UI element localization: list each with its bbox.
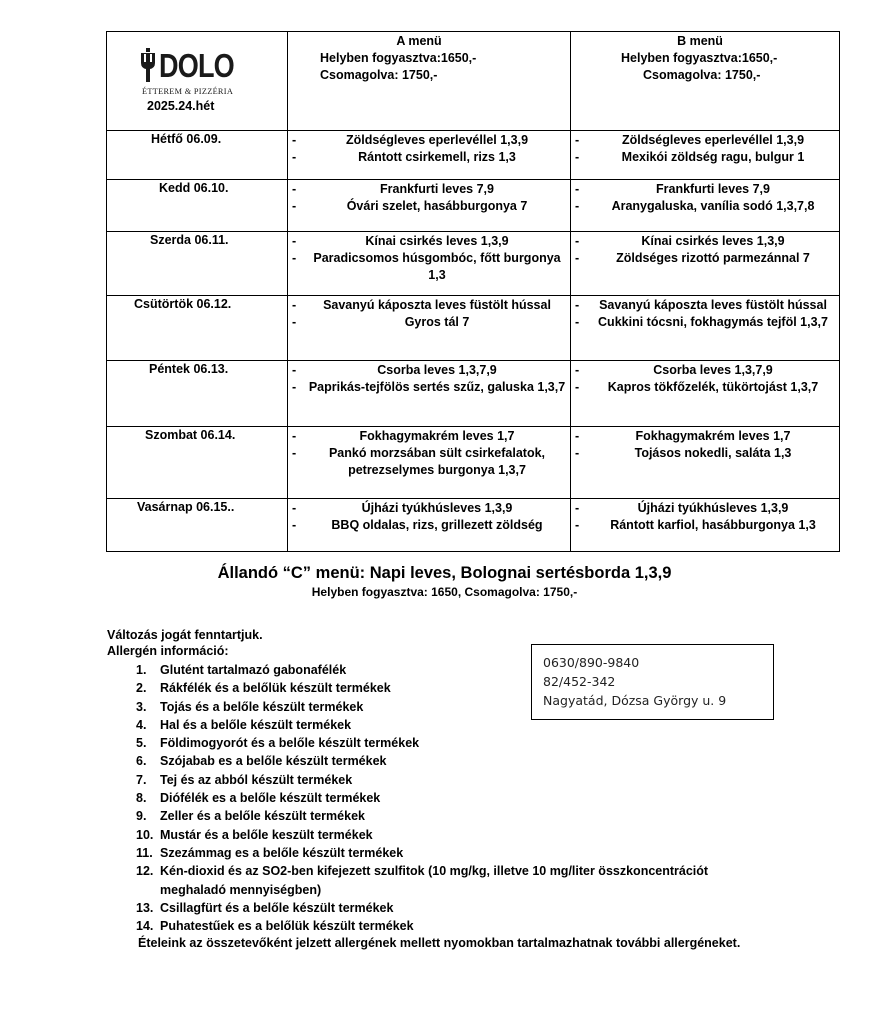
dish-item: [575, 198, 835, 215]
allergen-number: 13.: [136, 900, 154, 915]
phone-landline: 82/452-342: [543, 674, 616, 689]
bullet-dash: -: [292, 150, 297, 164]
dish-item: [292, 297, 566, 314]
day-row: [107, 180, 840, 232]
allergen-number: 10.: [136, 827, 154, 842]
logo-cell: [107, 32, 288, 131]
bullet-dash: -: [292, 429, 297, 443]
dish-item: [575, 428, 835, 445]
dish-name: Csorba leves 1,3,7,9: [377, 363, 497, 377]
dish-name: Kapros tökfőzelék, tükörtojást 1,3,7: [607, 380, 819, 394]
allergen-number: 3.: [136, 699, 147, 714]
dish-item: [292, 500, 566, 517]
allergen-label: Zeller és a belőle készült termékek: [160, 809, 365, 824]
notes-block: [107, 627, 263, 659]
allergen-number: 14.: [136, 919, 154, 934]
bullet-dash: -: [292, 446, 297, 460]
dish-name: Kínai csirkés leves 1,3,9: [365, 234, 509, 248]
dish-name: Újházi tyúkhúsleves 1,3,9: [637, 501, 789, 515]
allergen-item: [136, 917, 776, 935]
dish-item: [292, 362, 566, 379]
dish-item: [575, 233, 835, 250]
dish-item: [292, 314, 566, 331]
dish-name: Frankfurti leves 7,9: [656, 182, 770, 196]
dish-name: Zöldségleves eperlevéllel 1,3,9: [345, 133, 529, 147]
allergen-label: Hal és a belőle készült termékek: [160, 717, 352, 732]
menu-a-cell: [288, 296, 571, 361]
allergen-label: Glutént tartalmazó gabonafélék: [160, 663, 347, 677]
dish-item: [575, 181, 835, 198]
dish-item: [292, 517, 566, 534]
allergen-item: [136, 844, 776, 862]
restaurant-logo: [139, 46, 239, 96]
bullet-dash: -: [575, 446, 580, 460]
day-label-cell: [107, 131, 288, 180]
menu-b-takeaway-price: Csomagolva: 1750,-: [643, 68, 761, 82]
menu-a-cell: [288, 361, 571, 427]
menu-b-cell: [571, 427, 840, 499]
dish-name: Aranygaluska, vanília sodó 1,3,7,8: [611, 199, 815, 213]
allergen-label: Puhatestűek es a belőlük készült termékek: [160, 919, 414, 934]
allergen-label: Tej és az abból készült termékek: [160, 772, 353, 787]
allergen-number: 11.: [136, 845, 153, 860]
bullet-dash: -: [575, 315, 580, 329]
dish-item: [292, 428, 566, 445]
dish-item: [292, 181, 566, 198]
menu-b-cell: [571, 296, 840, 361]
dish-item: [575, 250, 835, 267]
dish-item: [575, 445, 835, 462]
bullet-dash: -: [575, 501, 580, 515]
dish-name: Pankó morzsában sült csirkefalatok, petrezselymes burgonya 1,3,7: [328, 446, 546, 477]
dish-name: Csorba leves 1,3,7,9: [653, 363, 773, 377]
dish-name: Óvári szelet, hasábburgonya 7: [346, 199, 528, 213]
menu-a-cell: [288, 427, 571, 499]
menu-b-cell: [571, 180, 840, 232]
dish-item: [292, 198, 566, 215]
allergen-item: [136, 734, 776, 752]
dish-name: Kínai csirkés leves 1,3,9: [641, 234, 785, 248]
allergen-label: Szezámmag es a belőle készült termékek: [160, 845, 404, 860]
menu-a-cell: [288, 499, 571, 552]
bullet-dash: -: [575, 298, 580, 312]
allergen-label: Szójabab es a belőle készült termékek: [160, 754, 387, 769]
dish-item: [575, 517, 835, 534]
day-label: Szerda 06.11.: [150, 233, 229, 247]
dish-item: [292, 250, 566, 284]
allergen-item: [136, 826, 776, 844]
dish-item: [575, 500, 835, 517]
allergen-item: [136, 899, 776, 917]
dish-name: Rántott karfiol, hasábburgonya 1,3: [610, 518, 816, 532]
dish-item: [575, 362, 835, 379]
bullet-dash: -: [292, 234, 297, 248]
bullet-dash: -: [292, 380, 297, 394]
day-label-cell: [107, 499, 288, 552]
menu-b-cell: [571, 361, 840, 427]
allergen-item: [136, 771, 776, 789]
allergen-label: Kén-dioxid és az SO2-ben kifejezett szulfitok (10 mg/kg, illetve 10 mg/liter összkoncentrációt meghaladó mennyiségben): [160, 864, 709, 897]
menu-b-title: B menü: [677, 34, 723, 48]
logo-subtitle: ÉTTEREM & PIZZÉRIA: [142, 87, 234, 96]
bullet-dash: -: [292, 199, 297, 213]
bullet-dash: -: [292, 501, 297, 515]
address: Nagyatád, Dózsa György u. 9: [543, 693, 727, 708]
menu-a-title: A menü: [396, 34, 442, 48]
allergen-number: 5.: [136, 736, 147, 751]
bullet-dash: -: [575, 429, 580, 443]
allergen-item: [136, 807, 776, 825]
menu-b-header: [571, 32, 840, 131]
day-label-cell: [107, 361, 288, 427]
day-label-cell: [107, 232, 288, 296]
day-row: [107, 131, 840, 180]
allergen-number: 6.: [136, 754, 147, 769]
day-label-cell: [107, 296, 288, 361]
day-row: [107, 232, 840, 296]
dish-item: [575, 379, 835, 396]
day-row: [107, 427, 840, 499]
dish-name: Újházi tyúkhúsleves 1,3,9: [361, 501, 513, 515]
menu-b-cell: [571, 499, 840, 552]
phone-mobile: 0630/890-9840: [543, 655, 640, 670]
day-label: Szombat 06.14.: [145, 428, 236, 442]
dish-name: Paradicsomos húsgombóc, főtt burgonya 1,3: [313, 251, 561, 282]
dish-item: [575, 314, 835, 331]
bullet-dash: -: [292, 251, 297, 265]
menu-a-takeaway-price: Csomagolva: 1750,-: [320, 68, 438, 82]
day-label: Csütörtök 06.12.: [134, 297, 232, 311]
logo-wordmark: DOLO: [159, 47, 234, 84]
change-notice: Változás jogát fenntartjuk.: [107, 628, 263, 642]
bullet-dash: -: [292, 298, 297, 312]
allergen-label: Tojás és a belőle készült termékek: [160, 699, 364, 714]
allergen-footer-note: Ételeink az összetevőként jelzett allergének mellett nyomokban tartalmazhatnak további allergéneket.: [138, 936, 741, 950]
bullet-dash: -: [575, 199, 580, 213]
allergen-number: 12.: [136, 864, 154, 879]
dish-item: [292, 132, 566, 149]
day-row: [107, 361, 840, 427]
day-label: Péntek 06.13.: [149, 362, 229, 376]
permanent-menu-title: Állandó “C” menü: Napi leves, Bolognai sertésborda 1,3,9: [217, 564, 672, 582]
menu-b-cell: [571, 232, 840, 296]
day-row: [107, 296, 840, 361]
allergen-item: [136, 789, 776, 807]
dish-item: [575, 297, 835, 314]
dish-name: Savanyú káposzta leves füstölt hússal: [599, 298, 827, 312]
allergen-item: [136, 862, 776, 899]
allergen-number: 7.: [136, 772, 147, 787]
day-row: [107, 499, 840, 552]
dish-name: Frankfurti leves 7,9: [380, 182, 494, 196]
allergen-number: 2.: [136, 681, 147, 696]
bullet-dash: -: [575, 182, 580, 196]
dish-item: [292, 149, 566, 166]
bullet-dash: -: [292, 133, 297, 147]
bullet-dash: -: [575, 251, 580, 265]
dish-name: Fokhagymakrém leves 1,7: [359, 429, 515, 443]
bullet-dash: -: [292, 182, 297, 196]
allergen-number: 9.: [136, 809, 147, 824]
dish-name: Tojásos nokedli, saláta 1,3: [634, 446, 792, 460]
week-label: 2025.24.hét: [147, 99, 215, 113]
menu-a-cell: [288, 131, 571, 180]
menu-a-cell: [288, 232, 571, 296]
bullet-dash: -: [575, 380, 580, 394]
menu-b-cell: [571, 131, 840, 180]
allergen-number: 1.: [136, 663, 147, 677]
dish-item: [292, 379, 566, 396]
menu-b-dine-in-price: Helyben fogyasztva:1650,-: [621, 51, 778, 65]
allergen-label: Csillagfürt és a belőle készült termékek: [160, 900, 394, 915]
allergen-number: 8.: [136, 791, 147, 806]
allergen-label: Földimogyorót és a belőle készült termékek: [160, 736, 420, 751]
day-label-cell: [107, 427, 288, 499]
dish-name: Rántott csirkemell, rizs 1,3: [358, 150, 516, 164]
dish-name: Zöldségleves eperlevéllel 1,3,9: [621, 133, 805, 147]
bullet-dash: -: [292, 518, 297, 532]
bullet-dash: -: [575, 133, 580, 147]
allergen-heading: Allergén információ:: [107, 644, 229, 658]
permanent-menu-prices: Helyben fogyasztva: 1650, Csomagolva: 1750,-: [311, 585, 578, 599]
dish-item: [292, 233, 566, 250]
day-label: Hétfő 06.09.: [151, 132, 222, 146]
menu-a-dine-in-price: Helyben fogyasztva:1650,-: [320, 51, 477, 65]
dish-name: Mexikói zöldség ragu, bulgur 1: [621, 150, 805, 164]
bullet-dash: -: [575, 234, 580, 248]
bullet-dash: -: [575, 363, 580, 377]
allergen-label: Rákfélék és a belőlük készült termékek: [160, 681, 391, 696]
contact-box: [531, 644, 774, 720]
table-header-row: [107, 32, 840, 131]
bullet-dash: -: [575, 150, 580, 164]
bullet-dash: -: [292, 315, 297, 329]
dish-item: [292, 445, 566, 479]
allergen-label: Mustár és a belőle keszült termékek: [160, 827, 373, 842]
day-label-cell: [107, 180, 288, 232]
bullet-dash: -: [292, 363, 297, 377]
dish-name: Fokhagymakrém leves 1,7: [635, 429, 791, 443]
day-label: Vasárnap 06.15..: [137, 500, 235, 514]
fork-icon: [139, 48, 157, 82]
bullet-dash: -: [575, 518, 580, 532]
dish-name: Savanyú káposzta leves füstölt hússal: [323, 298, 551, 312]
allergen-label: Diófélék es a belőle készült termékek: [160, 791, 381, 806]
day-label: Kedd 06.10.: [159, 181, 229, 195]
dish-name: Zöldséges rizottó parmezánnal 7: [616, 251, 810, 265]
dish-name: Gyros tál 7: [404, 315, 470, 329]
menu-a-cell: [288, 180, 571, 232]
weekly-menu-table: [106, 31, 840, 552]
dish-name: BBQ oldalas, rizs, grillezett zöldség: [331, 518, 543, 532]
allergen-item: [136, 752, 776, 770]
dish-name: Cukkini tócsni, fokhagymás tejföl 1,3,7: [598, 315, 828, 329]
allergen-number: 4.: [136, 717, 147, 732]
menu-a-header: [288, 32, 571, 131]
dish-name: Paprikás-tejfölös sertés szűz, galuska 1,3,7: [308, 380, 566, 394]
dish-item: [575, 132, 835, 149]
dish-item: [575, 149, 835, 166]
